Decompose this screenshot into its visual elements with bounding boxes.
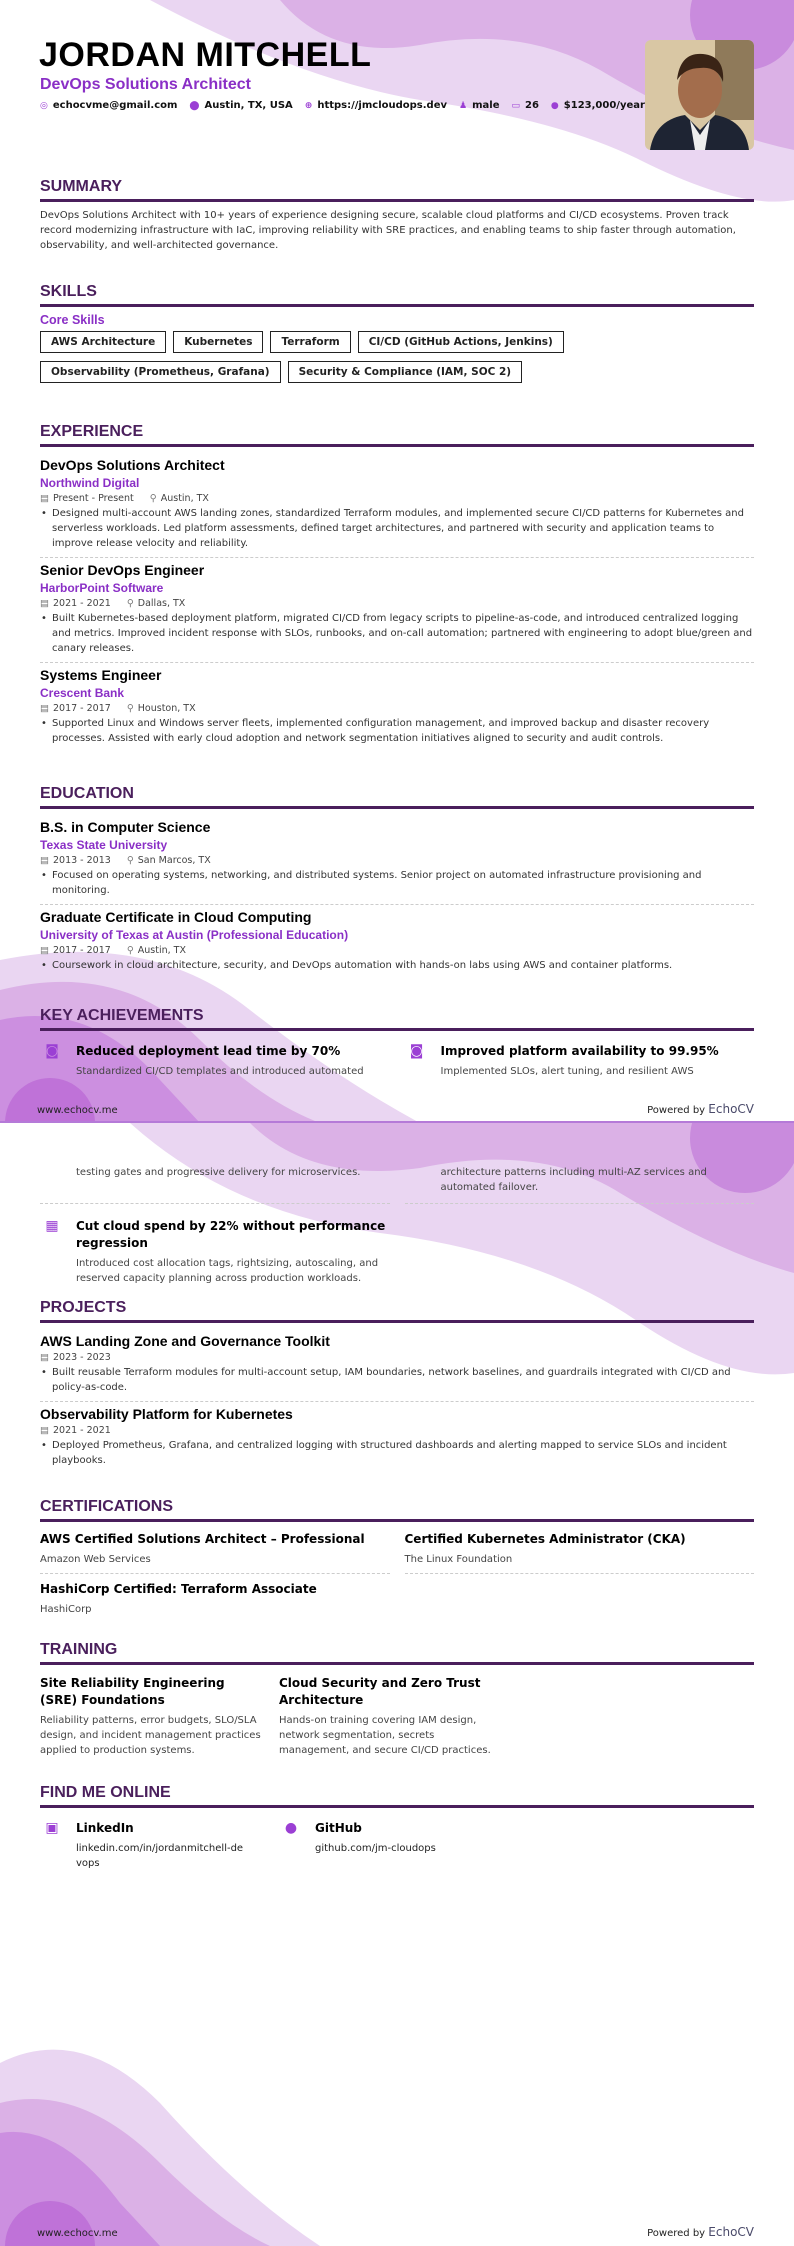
online-label: GitHub: [315, 1821, 362, 1835]
achievement-title: Cut cloud spend by 22% without performance regression: [76, 1219, 386, 1250]
location: Houston, TX: [137, 703, 196, 714]
project-item: [40, 1329, 754, 1402]
location: Dallas, TX: [137, 598, 186, 609]
location-icon: ⚲: [126, 703, 134, 714]
section-heading: PROJECTS: [40, 1299, 754, 1323]
education-bullet: • Focused on operating systems, networking, and distributed systems. Senior project on automated infrastructure provisioning and monitoring.: [40, 868, 754, 898]
education-bullet: • Coursework in cloud architecture, security, and DevOps automation with hands-on labs using AWS and container platforms.: [40, 958, 754, 973]
project-bullet: • Deployed Prometheus, Grafana, and centralized logging with structured dashboards and alerting mapped to service SLOs and incident playbooks.: [40, 1438, 754, 1468]
summary-section: [40, 178, 754, 253]
achievement-desc-continued: testing gates and progressive delivery for microservices.: [76, 1167, 361, 1178]
contact-salary: ● $123,000/year: [550, 100, 645, 111]
brand-name: EchoCV: [708, 1102, 754, 1116]
skills-section: [40, 283, 754, 383]
online-linkedin[interactable]: [40, 1814, 265, 1879]
dates: 2021 - 2021: [52, 598, 111, 609]
certifications-section: [40, 1498, 754, 1623]
dates: Present - Present: [52, 493, 134, 504]
training-section: [40, 1641, 754, 1758]
company: Crescent Bank: [40, 686, 125, 700]
project-bullet: • Built reusable Terraform modules for multi-account setup, IAM boundaries, network baselines, and guardrails integrated with CI/CD and policy-as-code.: [40, 1365, 754, 1395]
calendar-icon: ▭: [511, 101, 520, 111]
location-icon: ⚲: [149, 493, 157, 504]
contact-website[interactable]: ⊕ https://jmcloudops.dev: [304, 100, 448, 111]
certification-item: [405, 1528, 755, 1574]
calendar-chart-icon: ▦: [45, 1218, 59, 1234]
school: University of Texas at Austin (Professional Education): [40, 928, 349, 942]
education-item: [40, 815, 754, 905]
skill-tags: [40, 331, 754, 383]
calendar-icon: ▤: [40, 703, 49, 714]
summary-text: DevOps Solutions Architect with 10+ years of experience designing secure, scalable cloud platforms and CI/CD ecosystems. Proven track record modernizing infrastructure with IaC, improving reliability with SRE practices, and enabling teams to ship faster through automation, observability, and well-architected governance.: [40, 210, 736, 251]
section-heading: FIND ME ONLINE: [40, 1784, 754, 1808]
online-github[interactable]: [279, 1814, 504, 1879]
calendar-icon: ▤: [40, 1425, 49, 1436]
achievements-section: [40, 1007, 754, 1087]
location: Austin, TX: [160, 493, 209, 504]
training-desc: Reliability patterns, error budgets, SLO/SLA design, and incident management practices applied to production systems.: [40, 1715, 261, 1756]
location-icon: ⚲: [126, 598, 134, 609]
skill-tag: Terraform: [270, 331, 350, 353]
cert-title: AWS Certified Solutions Architect – Professional: [40, 1532, 365, 1546]
profile-photo: [645, 40, 754, 150]
dates: 2013 - 2013: [52, 855, 111, 866]
calendar-icon: ▤: [40, 945, 49, 956]
online-url[interactable]: github.com/jm-cloudops: [315, 1843, 436, 1854]
education-section: [40, 785, 754, 979]
job-bullet: • Built Kubernetes-based deployment platform, migrated CI/CD from legacy scripts to pipeline-as-code, and introduced centralized logging and metrics. Improved incident response with SLOs, runbooks, and on-call automation; partnered with engineering to adopt blue/green and canary releases.: [40, 611, 754, 656]
contact-age: ▭ 26: [511, 100, 539, 111]
location: Austin, TX: [137, 945, 186, 956]
section-heading: EDUCATION: [40, 785, 754, 809]
location: San Marcos, TX: [137, 855, 211, 866]
training-title: Site Reliability Engineering (SRE) Foundations: [40, 1676, 225, 1707]
skill-tag: AWS Architecture: [40, 331, 166, 353]
online-label: LinkedIn: [76, 1821, 134, 1835]
achievement-title: Improved platform availability to 99.95%: [440, 1044, 719, 1058]
skill-tag: CI/CD (GitHub Actions, Jenkins): [358, 331, 564, 353]
footer-powered-by: Powered by EchoCV: [647, 1102, 754, 1116]
job-bullet: • Supported Linux and Windows server fleets, implemented configuration management, and improved backup and disaster recovery processes. Assisted with early cloud adoption and network segmentation initiatives aligned to security and audit controls.: [40, 716, 754, 746]
money-icon: ●: [550, 101, 559, 111]
person-icon: ♟: [459, 101, 468, 111]
briefcase-icon: ▣: [45, 1820, 59, 1836]
job-title: Senior DevOps Engineer: [40, 562, 205, 578]
dates: 2017 - 2017: [52, 703, 111, 714]
achievement-item: [40, 1037, 390, 1087]
training-desc: Hands-on training covering IAM design, network segmentation, secrets management, and secure CI/CD practices.: [279, 1715, 491, 1756]
degree: Graduate Certificate in Cloud Computing: [40, 909, 312, 925]
section-heading: EXPERIENCE: [40, 423, 754, 447]
training-title: Cloud Security and Zero Trust Architecture: [279, 1676, 481, 1707]
job-bullet: • Designed multi-account AWS landing zones, standardized Terraform modules, and implemented secure CI/CD patterns for Kubernetes and serverless workloads. Led platform assessments, defined target architectures, and partnered with security and application teams to improve release velocity and reliability.: [40, 506, 754, 551]
skills-group-label: Core Skills: [40, 313, 105, 327]
footer-site-link[interactable]: www.echocv.me: [37, 2228, 118, 2239]
footer-powered-by: Powered by EchoCV: [647, 2225, 754, 2239]
at-icon: ◎: [40, 101, 48, 111]
resume-page-2: [0, 1123, 794, 2246]
school: Texas State University: [40, 838, 168, 852]
section-heading: SUMMARY: [40, 178, 754, 202]
projects-section: [40, 1299, 754, 1474]
degree: B.S. in Computer Science: [40, 819, 211, 835]
chat-bubble-icon: ●: [284, 1820, 298, 1836]
training-item: [40, 1671, 265, 1758]
section-heading: KEY ACHIEVEMENTS: [40, 1007, 754, 1031]
online-section: [40, 1784, 754, 1879]
calendar-icon: ▤: [40, 493, 49, 504]
company: Northwind Digital: [40, 476, 140, 490]
cert-title: HashiCorp Certified: Terraform Associate: [40, 1582, 317, 1596]
location-icon: ⚲: [126, 855, 134, 866]
contact-gender: ♟ male: [459, 100, 500, 111]
achievements-continued: [40, 1161, 754, 1294]
certification-item: [40, 1528, 390, 1574]
dates: 2017 - 2017: [52, 945, 111, 956]
dates: 2023 - 2023: [52, 1352, 111, 1363]
education-item: [40, 905, 754, 979]
company: HarborPoint Software: [40, 581, 164, 595]
calendar-icon: ▤: [40, 855, 49, 866]
project-title: AWS Landing Zone and Governance Toolkit: [40, 1333, 330, 1349]
location-icon: ⬤: [189, 101, 200, 111]
certification-item: [40, 1574, 390, 1623]
calendar-icon: ▤: [40, 598, 49, 609]
contact-email[interactable]: ◎ echocvme@gmail.com: [40, 100, 178, 111]
calendar-icon: ▤: [40, 1352, 49, 1363]
dates: 2021 - 2021: [52, 1425, 111, 1436]
camera-icon: ◙: [45, 1043, 59, 1059]
section-heading: SKILLS: [40, 283, 754, 307]
achievement-desc: Standardized CI/CD templates and introduced automated: [76, 1066, 364, 1077]
experience-item: [40, 663, 754, 752]
achievement-desc-continued: architecture patterns including multi-AZ services and automated failover.: [440, 1167, 707, 1193]
cert-issuer: Amazon Web Services: [40, 1554, 151, 1565]
globe-icon: ⊕: [304, 101, 313, 111]
training-item: [279, 1671, 504, 1758]
skill-tag: Security & Compliance (IAM, SOC 2): [288, 361, 523, 383]
job-title: Systems Engineer: [40, 667, 162, 683]
contact-row: [40, 100, 645, 111]
candidate-name: JORDAN MITCHELL: [39, 36, 372, 74]
project-title: Observability Platform for Kubernetes: [40, 1406, 293, 1422]
footer-site-link[interactable]: www.echocv.me: [37, 1105, 118, 1116]
candidate-title: DevOps Solutions Architect: [40, 76, 251, 93]
achievement-title: Reduced deployment lead time by 70%: [76, 1044, 341, 1058]
job-title: DevOps Solutions Architect: [40, 457, 225, 473]
brand-name: EchoCV: [708, 2225, 754, 2239]
contact-location: ⬤ Austin, TX, USA: [189, 100, 293, 111]
skill-tag: Observability (Prometheus, Grafana): [40, 361, 281, 383]
experience-item: [40, 558, 754, 663]
experience-item: [40, 453, 754, 558]
cert-issuer: The Linux Foundation: [404, 1554, 513, 1565]
project-item: [40, 1402, 754, 1474]
achievement-item: [405, 1037, 755, 1087]
achievement-desc: Implemented SLOs, alert tuning, and resilient AWS: [440, 1066, 694, 1077]
experience-section: [40, 423, 754, 752]
location-icon: ⚲: [126, 945, 134, 956]
achievement-desc: Introduced cost allocation tags, rightsizing, autoscaling, and reserved capacity planning across production workloads.: [76, 1258, 379, 1284]
online-url[interactable]: linkedin.com/in/jordanmitchell-devops: [76, 1843, 244, 1869]
camera-icon: ◙: [409, 1043, 424, 1059]
section-heading: CERTIFICATIONS: [40, 1498, 754, 1522]
cert-title: Certified Kubernetes Administrator (CKA): [404, 1532, 686, 1546]
section-heading: TRAINING: [40, 1641, 754, 1665]
skill-tag: Kubernetes: [173, 331, 263, 353]
achievement-item: [40, 1204, 390, 1294]
cert-issuer: HashiCorp: [40, 1604, 92, 1615]
